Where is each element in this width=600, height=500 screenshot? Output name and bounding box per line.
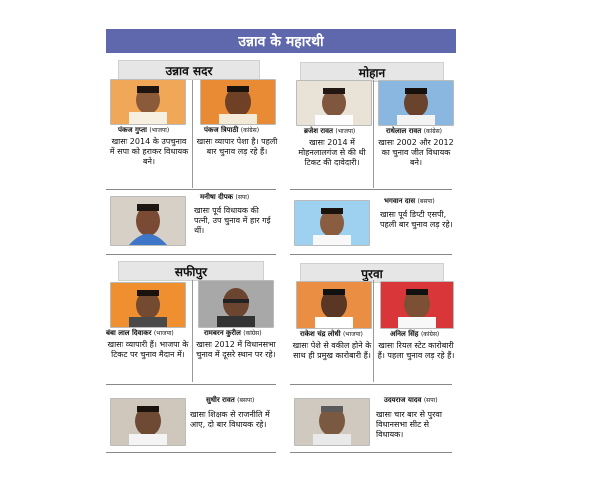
- candidate-description: खासः 2012 में विधानसभा चुनाव में दूसरे स्थान पर रहे।: [196, 340, 276, 359]
- divider-line: [373, 280, 374, 382]
- candidate-name: रामबरन कुरील (कांग्रेस): [204, 329, 262, 337]
- divider-line: [290, 452, 452, 453]
- divider-line: [106, 384, 276, 385]
- candidate-description: खासः शिक्षक से राजनीति में आए, दो बार विधायक रहे।: [190, 410, 270, 429]
- divider-line: [192, 80, 193, 188]
- candidate-photo: [110, 282, 186, 328]
- candidate-description: खासः व्यापार पेशा है। पहली बार चुनाव लड़ रहे हैं।: [196, 137, 278, 156]
- candidate-photo: [296, 281, 372, 329]
- candidate-description: खासः 2014 में मोहनलालगंज से की थी टिकट की दावेदारी।: [298, 138, 366, 167]
- page-title: उन्नाव के महारथी: [106, 29, 456, 53]
- candidate-photo: [198, 280, 274, 328]
- candidate-description: खासः 2002 और 2012 का चुनाव जीत विधायक बने।: [378, 138, 454, 167]
- candidate-name: सुधीर रावत (बसपा): [206, 396, 255, 404]
- candidate-name: उदयराज यादव (सपा): [384, 396, 438, 404]
- candidate-photo: [294, 398, 370, 446]
- candidate-photo: [294, 200, 370, 246]
- divider-line: [290, 254, 452, 255]
- candidate-name: पंकज त्रिपाठी (कांग्रेस): [204, 126, 260, 134]
- candidate-description: खासः पेशे से वकील होने के साथ ही प्रमुख कारोबारी हैं।: [292, 341, 372, 360]
- divider-line: [106, 452, 276, 453]
- candidate-photo: [110, 79, 186, 125]
- candidate-photo: [110, 196, 186, 246]
- candidate-photo: [200, 79, 276, 125]
- candidate-description: खासः पूर्व विधायक की पत्नी, उप चुनाव में हार गई थीं।: [194, 206, 271, 235]
- candidate-name: अनिल सिंह (कांग्रेस): [390, 330, 440, 338]
- candidate-photo: [110, 398, 186, 446]
- candidate-photo: [380, 281, 454, 329]
- candidate-photo: [296, 80, 372, 126]
- divider-line: [373, 80, 374, 188]
- candidate-description: खासः चार बार से पुरवा विधानसभा सीट से विधायक।: [376, 410, 442, 439]
- divider-line: [106, 189, 276, 190]
- candidate-photo: [378, 80, 454, 126]
- section-title-purwa: पुरवा: [300, 263, 444, 283]
- candidate-description: खासः रियल स्टेट कारोबारी हैं। पहला चुनाव लड़ रहे हैं।: [377, 341, 455, 360]
- candidate-name: राकेश चंद्र लोधी (भाजपा): [300, 330, 363, 338]
- candidate-name: ब्रजेश रावत (भाजपा): [304, 127, 356, 135]
- candidate-name: भगवान दास (बसपा): [384, 197, 435, 205]
- candidate-name: बंबा लाल दिवाकर (भाजपा): [106, 329, 174, 337]
- candidate-description: खासः पूर्व डिप्टी एसपी, पहली बार चुनाव लड़ रहे।: [380, 210, 453, 229]
- candidate-description: खासः व्यापारी हैं। भाजपा के टिकट पर चुनाव मैदान में।: [107, 340, 189, 359]
- candidate-name: राधेलाल रावत (कांग्रेस): [386, 127, 443, 135]
- candidate-description: खासः 2014 के उपचुनाव में सपा को हराकर विधायक बने।: [109, 137, 189, 166]
- divider-line: [106, 254, 276, 255]
- candidate-name: पंकज गुप्ता (भाजपा): [118, 126, 170, 134]
- divider-line: [290, 189, 452, 190]
- divider-line: [290, 384, 452, 385]
- section-title-mohan: मोहान: [300, 62, 444, 82]
- candidate-name: मनीषा दीपक (सपा): [200, 193, 250, 201]
- divider-line: [192, 280, 193, 382]
- section-title-unnao: उन्नाव सदर: [118, 60, 260, 80]
- section-title-safipur: सफीपुर: [118, 261, 264, 281]
